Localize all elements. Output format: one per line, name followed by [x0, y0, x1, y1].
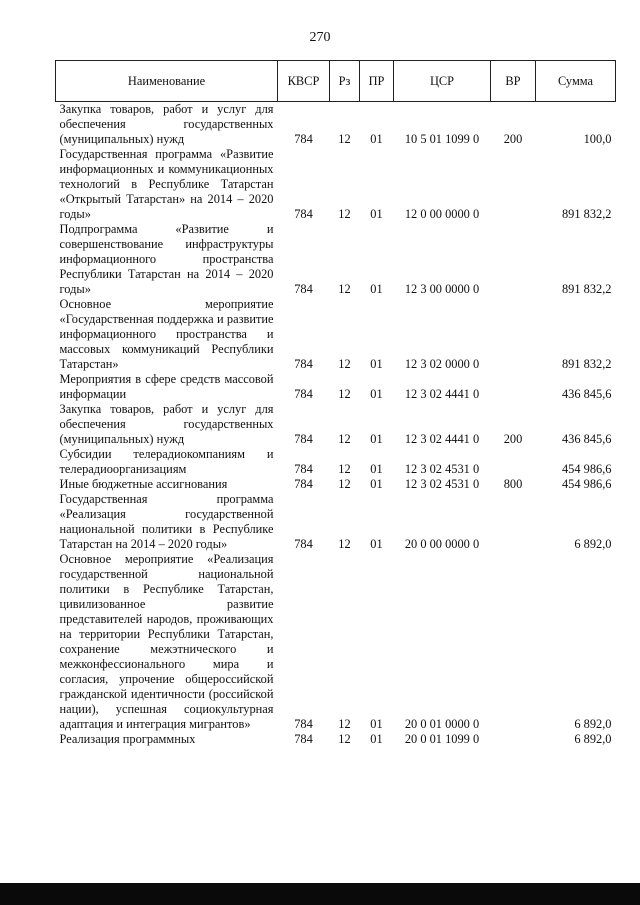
header-pr: ПР [360, 61, 394, 102]
cell-rz: 12 [338, 462, 351, 476]
cell-name: Иные бюджетные ассигнования [59, 477, 228, 491]
cell-kvsr: 784 [294, 477, 313, 491]
table-row [56, 477, 616, 492]
cell-sum: 6 892,0 [574, 732, 612, 746]
table-row [56, 552, 616, 732]
cell-rz: 12 [338, 132, 351, 146]
cell-sum: 891 832,2 [561, 357, 612, 371]
cell-rz: 12 [338, 207, 351, 221]
cell-rz: 12 [338, 732, 351, 746]
cell-vr: 200 [503, 132, 523, 146]
cell-csr: 12 3 02 4441 0 [404, 432, 480, 446]
cell-pr: 01 [370, 477, 383, 491]
cell-vr: 800 [503, 477, 523, 491]
cell-pr: 01 [370, 462, 383, 476]
table-row [56, 732, 616, 747]
cell-sum: 436 845,6 [561, 387, 612, 401]
cell-sum: 6 892,0 [574, 537, 612, 551]
header-kvsr: КВСР [278, 61, 330, 102]
cell-vr [491, 372, 536, 402]
cell-pr: 01 [370, 387, 383, 401]
cell-csr: 20 0 00 0000 0 [404, 537, 480, 551]
cell-pr: 01 [370, 717, 383, 731]
cell-kvsr: 784 [294, 432, 313, 446]
cell-name: Основное мероприятие «Государственная поддержка и развитие информационного пространства и массовых коммуникаций Республики Татарстан» [59, 297, 274, 371]
cell-vr [491, 147, 536, 222]
cell-sum: 436 845,6 [561, 432, 612, 446]
header-csr: ЦСР [394, 61, 491, 102]
cell-name: Субсидии телерадиокомпаниям и телерадиоорганизациям [59, 447, 274, 476]
cell-csr: 12 0 00 0000 0 [404, 207, 480, 221]
table-row [56, 492, 616, 552]
cell-csr: 12 3 02 4441 0 [404, 387, 480, 401]
cell-kvsr: 784 [294, 462, 313, 476]
cell-csr: 12 3 00 0000 0 [404, 282, 480, 296]
cell-csr: 12 3 02 0000 0 [404, 357, 480, 371]
cell-vr [491, 297, 536, 372]
cell-name: Подпрограмма «Развитие и совершенствование инфраструктуры информационного пространства Республики Татарстан на 2014 – 2020 годы» [59, 222, 274, 296]
cell-kvsr: 784 [294, 537, 313, 551]
cell-name: Закупка товаров, работ и услуг для обеспечения государственных (муниципальных) нужд [59, 402, 274, 446]
cell-rz: 12 [338, 387, 351, 401]
table-row [56, 102, 616, 148]
cell-rz: 12 [338, 477, 351, 491]
header-vr: ВР [491, 61, 536, 102]
cell-rz: 12 [338, 432, 351, 446]
header-rz: Рз [330, 61, 360, 102]
table-row [56, 372, 616, 402]
cell-kvsr: 784 [294, 282, 313, 296]
cell-csr: 20 0 01 1099 0 [404, 732, 480, 746]
cell-sum: 891 832,2 [561, 282, 612, 296]
cell-kvsr: 784 [294, 357, 313, 371]
cell-pr: 01 [370, 282, 383, 296]
cell-name: Реализация программных [59, 732, 196, 746]
page-number: 270 [309, 30, 331, 45]
cell-rz: 12 [338, 357, 351, 371]
cell-name: Мероприятия в сфере средств массовой информации [59, 372, 274, 401]
cell-pr: 01 [370, 207, 383, 221]
budget-table [55, 60, 616, 747]
cell-pr: 01 [370, 537, 383, 551]
cell-vr [491, 552, 536, 732]
cell-kvsr: 784 [294, 717, 313, 731]
cell-vr [491, 447, 536, 477]
cell-kvsr: 784 [294, 732, 313, 746]
cell-kvsr: 784 [294, 132, 313, 146]
cell-csr: 12 3 02 4531 0 [404, 477, 480, 491]
cell-name: Государственная программа «Реализация государственной национальной политики в Республике Татарстан на 2014 – 2020 годы» [59, 492, 274, 551]
cell-pr: 01 [370, 132, 383, 146]
cell-sum: 100,0 [583, 132, 612, 146]
table-row [56, 297, 616, 372]
cell-sum: 454 986,6 [561, 462, 612, 476]
cell-vr [491, 492, 536, 552]
table-row [56, 447, 616, 477]
scan-bottom-bar [0, 883, 640, 905]
cell-csr: 10 5 01 1099 0 [404, 132, 480, 146]
table-row [56, 147, 616, 222]
cell-sum: 6 892,0 [574, 717, 612, 731]
cell-name: Государственная программа «Развитие информационных и коммуникационных технологий в Республике Татарстан «Открытый Татарстан» на 2014 – 2020 годы» [59, 147, 274, 221]
cell-vr [491, 222, 536, 297]
cell-pr: 01 [370, 432, 383, 446]
cell-vr [491, 732, 536, 747]
cell-vr: 200 [503, 432, 523, 446]
cell-kvsr: 784 [294, 387, 313, 401]
cell-name: Основное мероприятие «Реализация государственной национальной политики в Республике Татарстан, цивилизованное развитие представителей народов, проживающих на территории Республики Татарстан, сохранение межэтнического и межконфессионального мира и согласия, упрочение общероссийской гражданской идентичности (российской нации), успешная социокультурная адаптация и интеграция мигрантов» [59, 552, 274, 731]
cell-rz: 12 [338, 537, 351, 551]
table-row [56, 402, 616, 447]
cell-pr: 01 [370, 732, 383, 746]
table-row [56, 222, 616, 297]
cell-csr: 12 3 02 4531 0 [404, 462, 480, 476]
cell-sum: 454 986,6 [561, 477, 612, 491]
cell-rz: 12 [338, 717, 351, 731]
cell-rz: 12 [338, 282, 351, 296]
cell-pr: 01 [370, 357, 383, 371]
cell-name: Закупка товаров, работ и услуг для обеспечения государственных (муниципальных) нужд [59, 102, 274, 146]
header-sum: Сумма [536, 61, 616, 102]
cell-csr: 20 0 01 0000 0 [404, 717, 480, 731]
cell-kvsr: 784 [294, 207, 313, 221]
cell-sum: 891 832,2 [561, 207, 612, 221]
table-header-row [56, 61, 616, 102]
header-name: Наименование [56, 61, 278, 102]
